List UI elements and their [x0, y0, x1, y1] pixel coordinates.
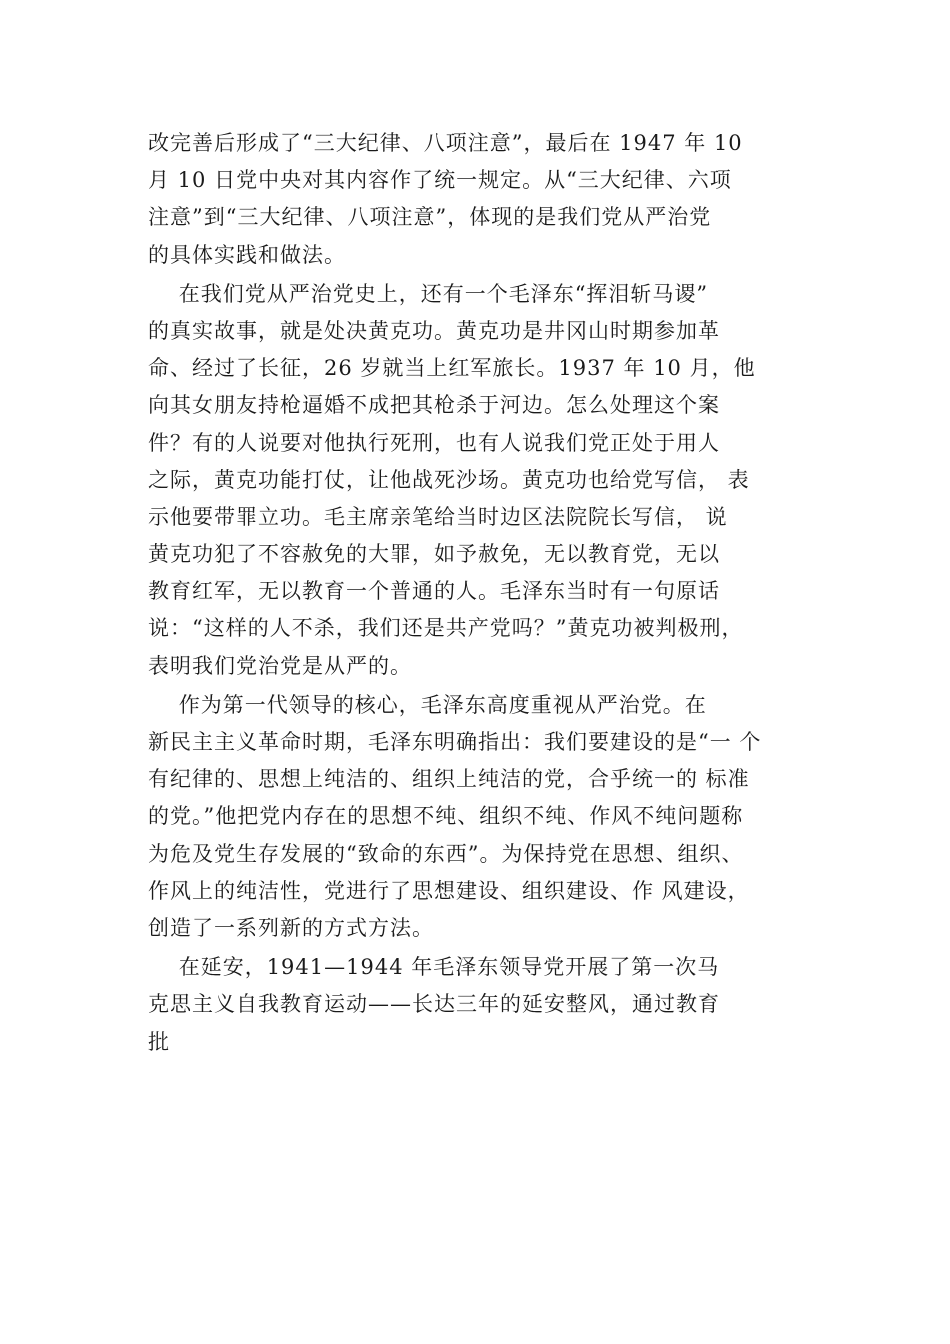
text-line: 作为第一代领导的核心，毛泽东高度重视从严治党。在 [148, 692, 707, 717]
text-line: 有纪律的、思想上纯洁的、组织上纯洁的党，合乎统一的 标准 [148, 767, 750, 792]
text-line: 在延安，1941—1944 年毛泽东领导党开展了第一次马 [148, 955, 720, 980]
text-line: 作风上的纯洁性，党进行了思想建设、组织建设、作 风建设， [148, 878, 750, 903]
body-text [148, 125, 818, 1061]
text-line: 的具体实践和做法。 [148, 242, 346, 267]
text-line: 说：“这样的人不杀，我们还是共产党吗？”黄克功被判极刑， [148, 616, 744, 641]
text-line: 改完善后形成了“三大纪律、八项注意”，最后在 1947 年 10 [148, 131, 743, 155]
text-line: 向其女朋友持枪逼婚不成把其枪杀于河边。怎么处理这个案 [148, 393, 720, 418]
text-line: 为危及党生存发展的“致命的东西”。为保持党在思想、组织、 [148, 841, 744, 866]
text-line: 教育红军，无以教育一个普通的人。毛泽东当时有一句原话 [148, 579, 720, 604]
text-line: 注意”到“三大纪律、八项注意”，体现的是我们党从严治党 [148, 205, 712, 230]
text-line: 克思主义自我教育运动——长达三年的延安整风，通过教育 [148, 992, 720, 1017]
text-line: 月 10 日党中央对其内容作了统一规定。从“三大纪律、六项 [148, 168, 732, 193]
text-line: 新民主主义革命时期，毛泽东明确指出：我们要建设的是“一 个 [148, 730, 762, 754]
text-line: 在我们党从严治党史上，还有一个毛泽东“挥泪斩马谡” [148, 281, 709, 306]
text-line: 件？有的人说要对他执行死刑，也有人说我们党正处于用人 [148, 430, 720, 455]
text-line: 黄克功犯了不容赦免的大罪，如予赦免，无以教育党，无以 [148, 542, 720, 567]
text-line: 的真实故事，就是处决黄克功。黄克功是井冈山时期参加革 [148, 318, 720, 343]
text-line: 表明我们党治党是从严的。 [148, 653, 412, 678]
text-line: 命、经过了长征，26 岁就当上红军旅长。1937 年 10 月，他 [148, 356, 756, 381]
text-line: 批 [148, 1029, 170, 1054]
text-line: 的党。”他把党内存在的思想不纯、组织不纯、作风不纯问题称 [148, 804, 744, 829]
text-line: 示他要带罪立功。毛主席亲笔给当时边区法院院长写信， 说 [148, 504, 728, 529]
text-line: 之际，黄克功能打仗，让他战死沙场。黄克功也给党写信， 表 [148, 467, 750, 492]
text-line: 创造了一系列新的方式方法。 [148, 915, 434, 940]
